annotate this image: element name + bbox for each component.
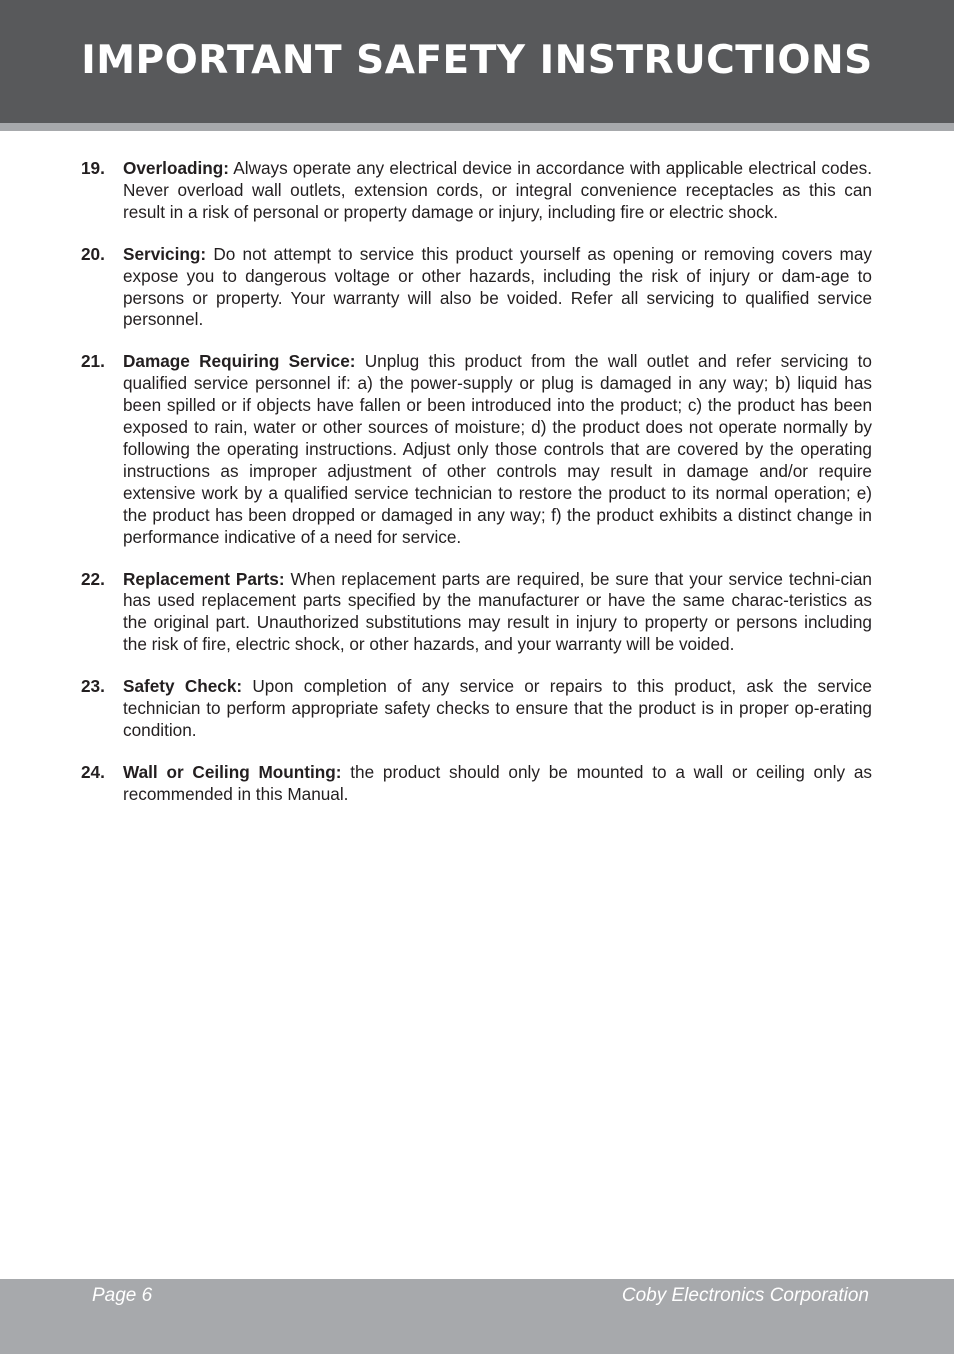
item-number: 21. [81, 351, 105, 372]
safety-instructions-list [81, 158, 872, 826]
item-heading: Overloading: [123, 158, 230, 178]
item-heading: Safety Check: [123, 676, 243, 697]
item-text: Unplug this product from the wall outlet and refer servicing to qualified service personnel if: a) the power-supply or plug is damaged in any way; b) liquid has been spilled or if objects have fallen or been introduced into the product; c) the product has been exposed to rain, water or other sources of moisture; d) the product does not operate normally by following the operating instructions. Adjust only those controls that are covered by the operating instructions as improper adjustment of other controls may result in damage and/or require extensive work by a qualified service technician to restore the product to its normal operation; e) the product has been dropped or damaged in any way; f) the product exhibits a distinct change in performance indicative of a need for service. [123, 351, 872, 547]
item-heading: Wall or Ceiling Mounting: [123, 761, 342, 782]
item-text: Do not attempt to service this product yourself as opening or removing covers may expose you to dangerous voltage or other hazards, including the risk of injury or dam-age to persons or property. Your warranty will also be voided. Refer all servicing to qualified service personnel. [123, 243, 872, 330]
instruction-item-20 [81, 244, 872, 332]
instruction-item-21 [81, 351, 872, 548]
company-name: Coby Electronics Corporation [621, 1285, 869, 1306]
instruction-item-23 [81, 676, 872, 742]
instruction-item-22 [81, 569, 872, 657]
item-number: 24. [81, 761, 105, 782]
item-heading: Replacement Parts: [123, 568, 285, 589]
item-text: the product should only be mounted to a wall or ceiling only as recommended in this Manual. [123, 761, 872, 804]
item-text: Upon completion of any service or repairs to this product, ask the service technician to perform appropriate safety checks to ensure that the product is in proper op-erating condition. [123, 676, 872, 740]
instruction-item-19 [81, 158, 872, 224]
instruction-item-24 [81, 762, 872, 806]
item-text: Always operate any electrical device in accordance with applicable electrical codes. Never overload wall outlets, extension cords, or integral convenience receptacles as this can result in a risk of personal or property damage or injury, including fire or electric shock. [123, 158, 872, 222]
item-number: 20. [81, 243, 105, 264]
item-text: When replacement parts are required, be sure that your service techni-cian has used replacement parts specified by the manufacturer or have the same charac-teristics as the original part. Unauthorized substitutions may result in injury to property or persons including the risk of fire, electric shock, or other hazards, and your warranty will be voided. [123, 568, 872, 655]
page-number: Page 6 [92, 1285, 153, 1306]
item-number: 23. [81, 676, 105, 697]
page-title: IMPORTANT SAFETY INSTRUCTIONS [81, 38, 873, 83]
item-number: 22. [81, 568, 105, 589]
item-number: 19. [81, 158, 105, 178]
item-heading: Servicing: [123, 243, 207, 264]
header-divider [0, 123, 954, 131]
item-heading: Damage Requiring Service: [123, 351, 356, 372]
